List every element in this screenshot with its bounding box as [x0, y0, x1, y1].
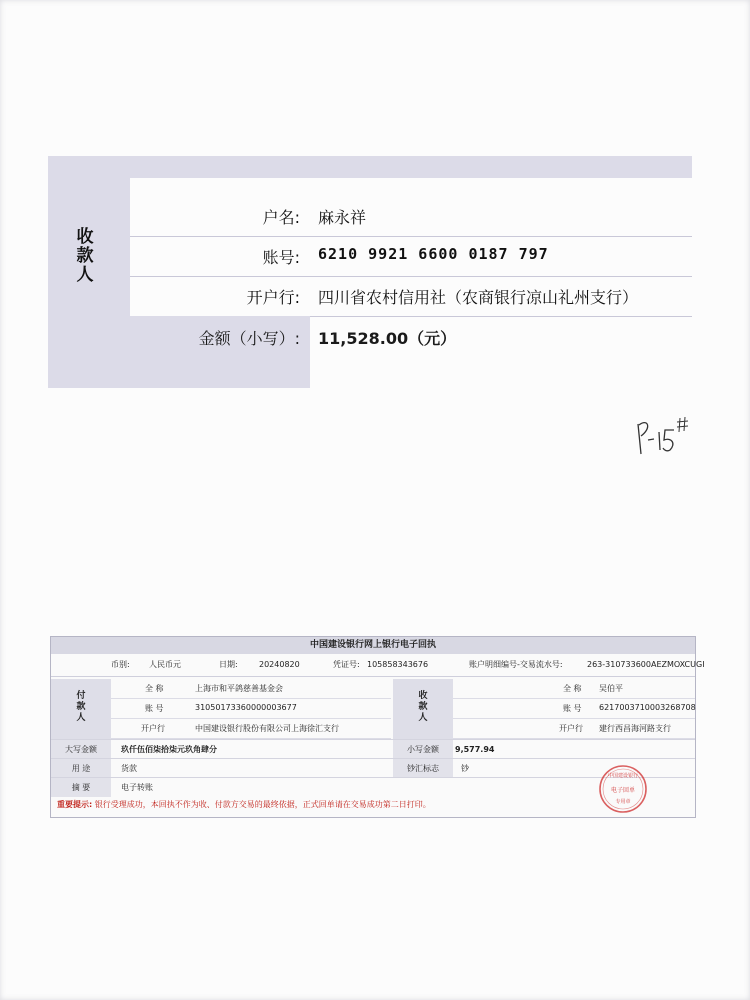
receipt-payee-section-label: 收款人 [418, 691, 428, 723]
receipt-payee-bank-label: 开户行 [559, 724, 583, 733]
receipt-payee-account-line [453, 699, 695, 719]
receipt-payee-name-line [453, 679, 695, 699]
payer-account-label: 账 号 [145, 704, 164, 713]
receipt-payee-section-header [393, 679, 453, 742]
bank-value: 四川省农村信用社（农商银行凉山礼州支行） [318, 288, 639, 307]
account-number-label: 账号: [262, 248, 300, 267]
payer-account-value: 31050173360000003677 [195, 703, 297, 712]
payer-section-label: 付款人 [76, 691, 86, 723]
panel-header-strip [48, 156, 692, 178]
bank-receipt [50, 636, 705, 818]
account-name-value: 麻永祥 [318, 208, 367, 227]
currency-value: 人民币元 [149, 660, 181, 669]
amount-upper-value: 玖仟伍佰柒拾柒元玖角肆分 [121, 745, 217, 754]
summary-label: 摘 要 [51, 778, 111, 797]
account-number-value: 6210 9921 6600 0187 797 [318, 245, 549, 263]
handwritten-note [632, 410, 692, 458]
payer-block [51, 679, 391, 742]
important-notice [57, 799, 431, 810]
payer-bank-line [111, 719, 391, 739]
amount-row-receipt [51, 739, 695, 759]
svg-text:中国建设银行: 中国建设银行 [607, 773, 639, 779]
amount-label: 金额（小写）: [198, 329, 300, 348]
payer-name-label: 全 称 [145, 684, 164, 693]
payer-bank-label: 开户行 [141, 724, 165, 733]
notice-label: 重要提示: [57, 800, 93, 809]
payer-section-header [51, 679, 111, 742]
voucher-label: 凭证号: [333, 660, 360, 669]
receipt-title: 中国建设银行网上银行电子回执 [51, 637, 695, 654]
bank-label: 开户行: [246, 288, 300, 307]
receipt-payee-account-label: 账 号 [563, 704, 582, 713]
bank-seal-stamp [597, 763, 649, 815]
amount-upper-label: 大写金额 [51, 740, 111, 759]
serial-label: 账户明细编号-交易流水号: [469, 660, 563, 669]
receipt-payee-bank-value: 建行西昌海河路支行 [599, 724, 671, 733]
payer-name-value: 上海市和平鸽慈善基金会 [195, 684, 283, 693]
date-value: 20240820 [259, 660, 300, 669]
amount-lower-label: 小写金额 [393, 740, 453, 759]
cash-flag-label: 钞汇标志 [393, 759, 453, 778]
receipt-payee-name-label: 全 称 [563, 684, 582, 693]
notice-text: 银行受理成功，本回执不作为收、付款方交易的最终依据，正式回单请在交易成功第二日打印。 [94, 800, 431, 809]
amount-row [130, 316, 692, 356]
receipt-payee-name-value: 吴伯平 [599, 684, 623, 693]
serial-value: 263-310733600AEZMOXCUGI [587, 660, 705, 669]
account-number-row [130, 236, 692, 277]
account-name-row [130, 196, 692, 237]
account-name-label: 户名: [262, 208, 300, 227]
payer-account-line [111, 699, 391, 719]
amount-value: 11,528.00（元） [318, 329, 457, 348]
receipt-payee-account-value: 6217003710003268708 [599, 703, 696, 712]
receipt-payee-block [393, 679, 695, 742]
payer-name-line [111, 679, 391, 699]
currency-label: 币别: [111, 660, 130, 669]
payee-section-label: 收款人 [76, 227, 94, 285]
amount-lower-value: 9,577.94 [455, 745, 495, 754]
payer-bank-value: 中国建设银行股份有限公司上海徐汇支行 [195, 724, 339, 733]
summary-value: 电子转账 [121, 783, 153, 792]
payee-info-panel [48, 156, 692, 388]
bank-row [130, 276, 692, 317]
cash-flag-value: 钞 [461, 764, 469, 773]
purpose-label: 用 途 [51, 759, 111, 778]
receipt-payee-bank-line [453, 719, 695, 739]
purpose-value: 货款 [121, 764, 137, 773]
svg-text:专用章: 专用章 [615, 799, 631, 805]
voucher-value: 105858343676 [367, 660, 429, 669]
panel-footer-strip [48, 356, 310, 388]
svg-text:电子回单: 电子回单 [610, 787, 636, 794]
date-label: 日期: [219, 660, 238, 669]
receipt-meta-row [51, 654, 705, 677]
